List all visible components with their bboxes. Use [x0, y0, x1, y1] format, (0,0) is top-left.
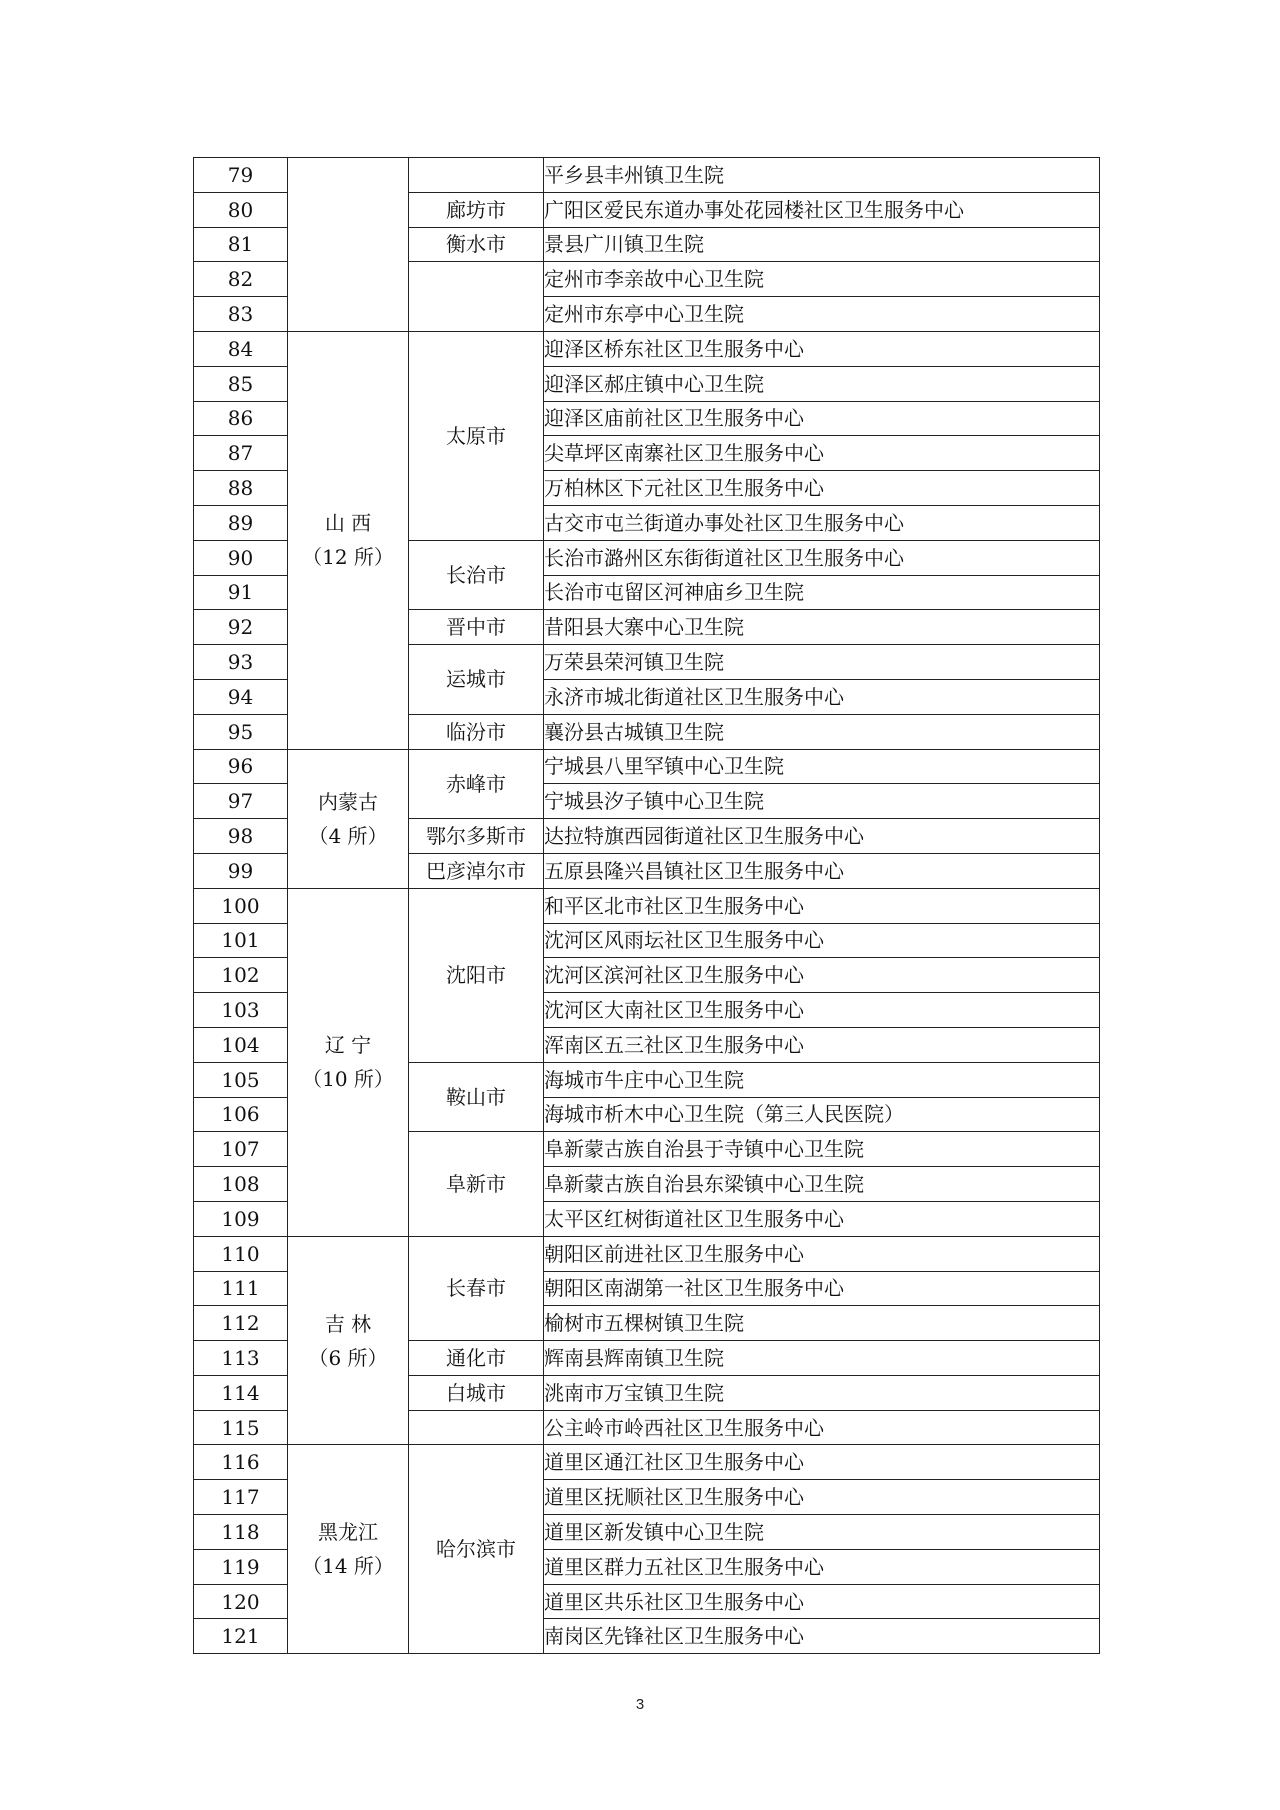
institution-name: 宁城县八里罕镇中心卫生院: [544, 749, 1100, 784]
row-number: 115: [194, 1410, 288, 1445]
city-cell: [409, 158, 544, 193]
institution-name: 辉南县辉南镇卫生院: [544, 1341, 1100, 1376]
institution-name: 宁城县汐子镇中心卫生院: [544, 784, 1100, 819]
city-cell: [409, 262, 544, 332]
institution-name: 道里区通江社区卫生服务中心: [544, 1445, 1100, 1480]
institution-name: 沈河区风雨坛社区卫生服务中心: [544, 923, 1100, 958]
province-cell-neimenggu: [288, 749, 409, 888]
institution-name: 道里区共乐社区卫生服务中心: [544, 1584, 1100, 1619]
city-cell: 赤峰市: [409, 749, 544, 819]
row-number: 100: [194, 888, 288, 923]
institution-name: 海城市析木中心卫生院（第三人民医院）: [544, 1097, 1100, 1132]
row-number: 121: [194, 1619, 288, 1654]
province-count: （12 所）: [302, 545, 394, 570]
table-row: [194, 749, 1100, 784]
institution-name: 古交市屯兰街道办事处社区卫生服务中心: [544, 505, 1100, 540]
row-number: 119: [194, 1549, 288, 1584]
province-name: 辽 宁: [324, 1033, 372, 1058]
institution-name: 和平区北市社区卫生服务中心: [544, 888, 1100, 923]
institution-name: 朝阳区前进社区卫生服务中心: [544, 1236, 1100, 1271]
row-number: 88: [194, 471, 288, 506]
institution-name: 尖草坪区南寨社区卫生服务中心: [544, 436, 1100, 471]
table-row: [194, 331, 1100, 366]
province-cell-jilin: [288, 1236, 409, 1445]
row-number: 92: [194, 610, 288, 645]
city-cell: 晋中市: [409, 610, 544, 645]
institution-name: 万柏林区下元社区卫生服务中心: [544, 471, 1100, 506]
row-number: 111: [194, 1271, 288, 1306]
row-number: 117: [194, 1480, 288, 1515]
row-number: 96: [194, 749, 288, 784]
row-number: 109: [194, 1201, 288, 1236]
row-number: 110: [194, 1236, 288, 1271]
province-count: （14 所）: [302, 1554, 394, 1579]
institution-name: 道里区群力五社区卫生服务中心: [544, 1549, 1100, 1584]
institution-name: 襄汾县古城镇卫生院: [544, 714, 1100, 749]
province-cell: [288, 158, 409, 332]
institution-name: 阜新蒙古族自治县于寺镇中心卫生院: [544, 1132, 1100, 1167]
institution-name: 道里区抚顺社区卫生服务中心: [544, 1480, 1100, 1515]
row-number: 82: [194, 262, 288, 297]
city-cell: 鄂尔多斯市: [409, 819, 544, 854]
city-cell: 长春市: [409, 1236, 544, 1340]
row-number: 106: [194, 1097, 288, 1132]
city-cell: 廊坊市: [409, 192, 544, 227]
institution-name: 太平区红树街道社区卫生服务中心: [544, 1201, 1100, 1236]
institution-name: 迎泽区郝庄镇中心卫生院: [544, 366, 1100, 401]
row-number: 118: [194, 1515, 288, 1550]
city-cell: 阜新市: [409, 1132, 544, 1236]
institution-table-body: [194, 158, 1100, 1654]
institution-name: 达拉特旗西园街道社区卫生服务中心: [544, 819, 1100, 854]
province-cell-shanxi: [288, 331, 409, 749]
row-number: 107: [194, 1132, 288, 1167]
page-number: 3: [635, 1696, 645, 1713]
city-cell: 鞍山市: [409, 1062, 544, 1132]
institution-name: 平乡县丰州镇卫生院: [544, 158, 1100, 193]
institution-name: 定州市东亭中心卫生院: [544, 297, 1100, 332]
institution-name: 五原县隆兴昌镇社区卫生服务中心: [544, 853, 1100, 888]
institution-name: 阜新蒙古族自治县东梁镇中心卫生院: [544, 1167, 1100, 1202]
institution-name: 沈河区大南社区卫生服务中心: [544, 993, 1100, 1028]
city-cell: 临汾市: [409, 714, 544, 749]
city-cell: 巴彦淖尔市: [409, 853, 544, 888]
city-cell: 通化市: [409, 1341, 544, 1376]
row-number: 108: [194, 1167, 288, 1202]
institution-name: 浑南区五三社区卫生服务中心: [544, 1027, 1100, 1062]
row-number: 101: [194, 923, 288, 958]
institution-name: 广阳区爱民东道办事处花园楼社区卫生服务中心: [544, 192, 1100, 227]
row-number: 91: [194, 575, 288, 610]
institution-name: 定州市李亲故中心卫生院: [544, 262, 1100, 297]
row-number: 103: [194, 993, 288, 1028]
city-cell: 衡水市: [409, 227, 544, 262]
city-cell: [409, 1410, 544, 1445]
province-name: 内蒙古: [318, 789, 378, 814]
row-number: 116: [194, 1445, 288, 1480]
row-number: 102: [194, 958, 288, 993]
table-row: [194, 1236, 1100, 1271]
row-number: 97: [194, 784, 288, 819]
row-number: 95: [194, 714, 288, 749]
row-number: 87: [194, 436, 288, 471]
row-number: 80: [194, 192, 288, 227]
row-number: 104: [194, 1027, 288, 1062]
institution-name: 迎泽区庙前社区卫生服务中心: [544, 401, 1100, 436]
institution-name: 景县广川镇卫生院: [544, 227, 1100, 262]
institution-name: 沈河区滨河社区卫生服务中心: [544, 958, 1100, 993]
institution-name: 长治市潞州区东街街道社区卫生服务中心: [544, 540, 1100, 575]
institution-name: 公主岭市岭西社区卫生服务中心: [544, 1410, 1100, 1445]
row-number: 105: [194, 1062, 288, 1097]
row-number: 89: [194, 505, 288, 540]
row-number: 90: [194, 540, 288, 575]
institution-name: 道里区新发镇中心卫生院: [544, 1515, 1100, 1550]
city-cell: 哈尔滨市: [409, 1445, 544, 1654]
institution-name: 海城市牛庄中心卫生院: [544, 1062, 1100, 1097]
row-number: 84: [194, 331, 288, 366]
institution-name: 长治市屯留区河神庙乡卫生院: [544, 575, 1100, 610]
province-count: （6 所）: [308, 1345, 388, 1370]
city-cell: 太原市: [409, 331, 544, 540]
row-number: 99: [194, 853, 288, 888]
row-number: 81: [194, 227, 288, 262]
institution-name: 南岗区先锋社区卫生服务中心: [544, 1619, 1100, 1654]
city-cell: 运城市: [409, 645, 544, 715]
row-number: 114: [194, 1375, 288, 1410]
table-row: [194, 158, 1100, 193]
province-cell-heilongjiang: [288, 1445, 409, 1654]
city-cell: 长治市: [409, 540, 544, 610]
table-row: [194, 888, 1100, 923]
row-number: 79: [194, 158, 288, 193]
institution-name: 永济市城北街道社区卫生服务中心: [544, 679, 1100, 714]
row-number: 120: [194, 1584, 288, 1619]
row-number: 85: [194, 366, 288, 401]
province-name: 山 西: [324, 511, 372, 536]
province-name: 黑龙江: [318, 1520, 378, 1545]
province-name: 吉 林: [324, 1311, 372, 1336]
row-number: 83: [194, 297, 288, 332]
city-cell: 白城市: [409, 1375, 544, 1410]
row-number: 98: [194, 819, 288, 854]
institution-name: 洮南市万宝镇卫生院: [544, 1375, 1100, 1410]
institution-name: 朝阳区南湖第一社区卫生服务中心: [544, 1271, 1100, 1306]
province-cell-liaoning: [288, 888, 409, 1236]
row-number: 113: [194, 1341, 288, 1376]
row-number: 93: [194, 645, 288, 680]
province-count: （4 所）: [308, 823, 388, 848]
institution-name: 万荣县荣河镇卫生院: [544, 645, 1100, 680]
province-count: （10 所）: [302, 1067, 394, 1092]
row-number: 86: [194, 401, 288, 436]
row-number: 112: [194, 1306, 288, 1341]
institution-name: 昔阳县大寨中心卫生院: [544, 610, 1100, 645]
row-number: 94: [194, 679, 288, 714]
table-row: [194, 1445, 1100, 1480]
institution-name: 迎泽区桥东社区卫生服务中心: [544, 331, 1100, 366]
institution-name: 榆树市五棵树镇卫生院: [544, 1306, 1100, 1341]
city-cell: 沈阳市: [409, 888, 544, 1062]
institution-table: [193, 157, 1100, 1654]
